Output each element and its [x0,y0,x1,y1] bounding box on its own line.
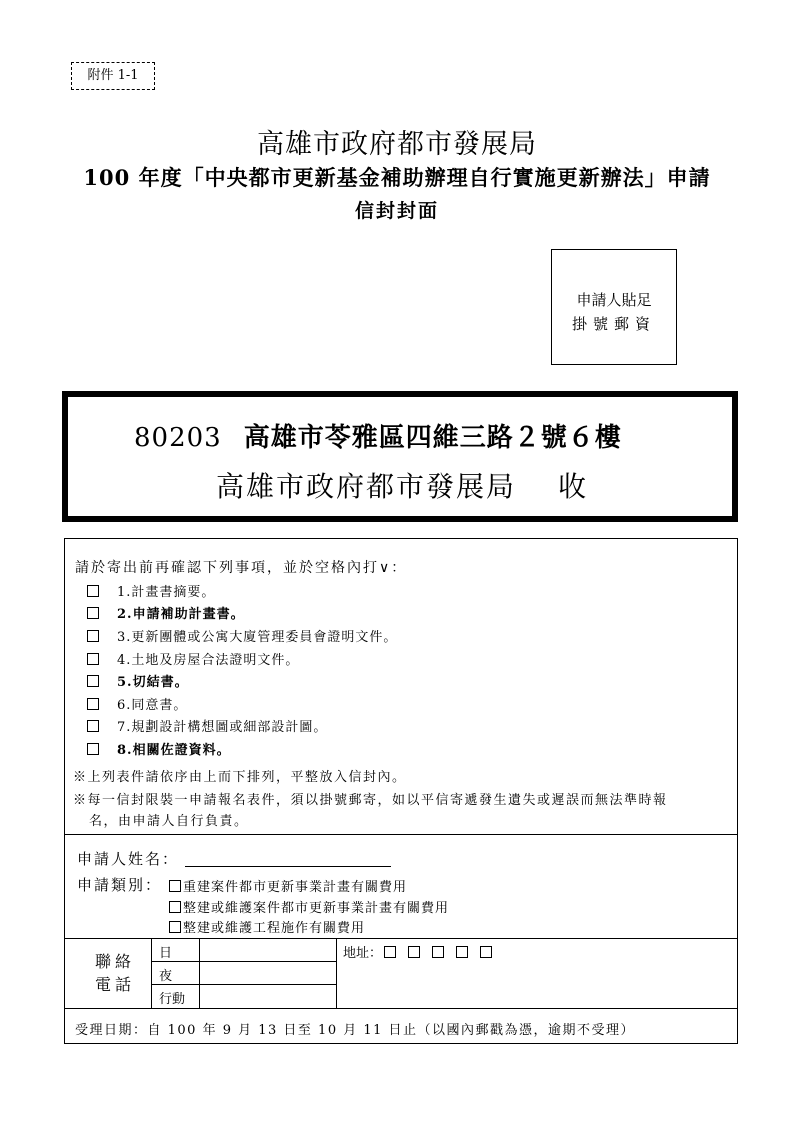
checklist-item-label: 8.相關佐證資料。 [117,743,231,758]
phone-label-line-1: 聯絡 [94,952,135,971]
checklist-item-label: 6.同意書。 [117,698,188,713]
zip-code: 80203 [134,423,222,453]
checklist-item [87,649,299,668]
phone-label [85,950,145,996]
postal-code-box-4[interactable] [456,946,468,958]
recipient-address-box [62,391,738,522]
divider [199,938,200,1008]
day-phone-label: 日 [159,946,173,961]
checklist-item-label: 2.申請補助計畫書。 [117,607,245,622]
stamp-line-1: 申請人貼足 [576,291,652,309]
instruction-note-2-cont: 名，由申請人自行負責。 [89,814,249,829]
checklist-item-label: 4.土地及房屋合法證明文件。 [117,653,300,668]
checklist-item-label: 5.切結書。 [117,675,189,690]
page-subtitle: 100 年度「中央都市更新基金補助辦理自行實施更新辦法」申請 [83,165,711,190]
checklist-intro: 請於寄出前再確認下列事項，並於空格內打∨： [75,560,408,576]
checklist-section [65,539,737,835]
attachment-label: 附件 1-1 [71,62,155,90]
checklist-item [87,739,231,758]
checkbox-item-7[interactable] [87,720,99,732]
category-label: 申請類別： [77,876,163,894]
receive-label: 收 [558,470,589,503]
checklist-item [87,603,245,622]
divider [151,984,336,985]
checklist-item [87,626,397,645]
phone-label-line-2: 電話 [94,975,135,994]
checklist-item [87,716,327,735]
recipient-line [216,465,588,505]
category-option [169,876,407,895]
address-line [134,417,622,454]
address-field [343,942,504,961]
checkbox-item-5[interactable] [87,675,99,687]
deadline-notice: 受理日期：自 100 年 9 月 13 日至 10 月 11 日止（以國內郵戳為憑，逾期不受理） [75,1023,636,1038]
divider [336,938,337,1008]
category-option [169,917,365,936]
checkbox-item-8[interactable] [87,743,99,755]
checkbox-item-4[interactable] [87,653,99,665]
checklist-item [87,671,189,690]
postage-stamp-box [551,249,677,365]
checklist-item [87,581,215,600]
divider [151,938,152,1008]
applicant-section [65,834,737,939]
checkbox-category-3[interactable] [169,921,181,933]
checkbox-item-6[interactable] [87,698,99,710]
applicant-name-field[interactable] [185,866,391,867]
checkbox-item-1[interactable] [87,585,99,597]
postal-code-box-2[interactable] [408,946,420,958]
checklist-form [64,538,738,1044]
address-label: 地址： [343,946,383,961]
checkbox-category-1[interactable] [169,880,181,892]
page-subtitle-2: 信封封面 [354,200,439,222]
checklist-item-label: 7.規劃設計構想圖或細部設計圖。 [117,720,328,735]
postal-code-box-5[interactable] [480,946,492,958]
recipient-name: 高雄市政府都市發展局 [216,470,517,503]
category-option-label: 整建或維護工程施作有關費用 [183,921,366,936]
category-option-label: 重建案件都市更新事業計畫有關費用 [183,880,408,895]
checkbox-item-2[interactable] [87,607,99,619]
postal-code-box-1[interactable] [384,946,396,958]
contact-section [65,938,737,1009]
instruction-note-1: ※上列表件請依序由上而下排列，平整放入信封內。 [73,770,407,785]
checklist-item-label: 1.計畫書摘要。 [117,585,216,600]
checklist-item-label: 3.更新團體或公寓大廈管理委員會證明文件。 [117,630,398,645]
checkbox-category-2[interactable] [169,901,181,913]
stamp-line-2: 掛號郵資 [571,315,656,333]
postal-code-box-3[interactable] [432,946,444,958]
page-title: 高雄市政府都市發展局 [257,129,537,160]
checklist-item [87,694,187,713]
applicant-name-label: 申請人姓名： [77,850,180,868]
category-option-label: 整建或維護案件都市更新事業計畫有關費用 [183,901,450,916]
divider [151,961,336,962]
checkbox-item-3[interactable] [87,630,99,642]
instruction-note-2: ※每一信封限裝一申請報名表件，須以掛號郵寄，如以平信寄遞發生遺失或遲誤而無法準時報 [73,793,668,808]
night-phone-label: 夜 [159,969,173,984]
mobile-phone-label: 行動 [159,992,186,1007]
category-option [169,897,449,916]
street-address: 高雄市苓雅區四維三路２號６樓 [243,423,622,453]
